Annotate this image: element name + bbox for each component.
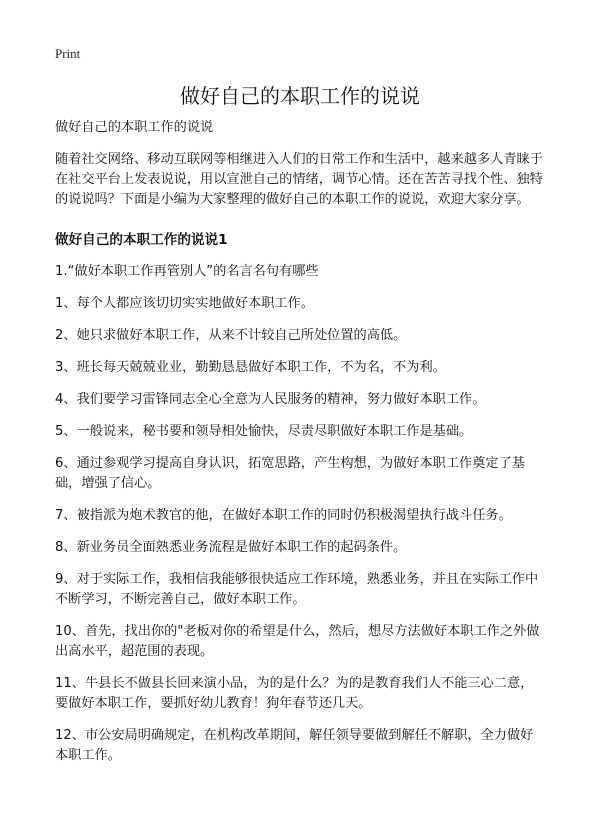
document-title: 做好自己的本职工作的说说 bbox=[180, 84, 420, 108]
list-item: 2、她只求做好本职工作，从来不计较自己所处位置的高低。 bbox=[55, 328, 407, 343]
intro-paragraph: 随着社交网络、移动互联网等相继进入人们的日常工作和生活中，越来越多人青睐于在社交平台上发表说说，用以宣泄自己的情绪，调节心情。还在苦苦寻找个性、独特的说说吗？下面是小编为大家整理的做好自己的本职工作的说说，欢迎大家分享。 bbox=[55, 152, 543, 207]
document-subtitle: 做好自己的本职工作的说说 bbox=[55, 120, 214, 135]
list-item: 6、通过参观学习提高自身认识，拓宽思路，产生构想，为做好本职工作奠定了基础，增强了信心。 bbox=[55, 456, 525, 491]
list-item: 7、被指派为炮术教官的他，在做好本职工作的同时仍积极渴望执行战斗任务。 bbox=[55, 508, 512, 523]
print-link[interactable]: Print bbox=[55, 46, 81, 61]
list-item: 9、对于实际工作，我相信我能够很快适应工作环境，熟悉业务，并且在实际工作中不断学习，不断完善自己，做好本职工作。 bbox=[55, 572, 539, 607]
list-item: 8、新业务员全面熟悉业务流程是做好本职工作的起码条件。 bbox=[55, 540, 407, 555]
document-body bbox=[55, 118, 545, 778]
question-line: 1.“做好本职工作再管别人”的名言名句有哪些 bbox=[55, 264, 319, 279]
list-item: 5、一般说来，秘书要和领导相处愉快，尽责尽职做好本职工作是基础。 bbox=[55, 424, 473, 439]
list-item: 12、市公安局明确规定，在机构改革期间，解任领导要做到解任不解职，全力做好本职工作。 bbox=[55, 728, 534, 763]
list-item: 4、我们要学习雷锋同志全心全意为人民服务的精神，努力做好本职工作。 bbox=[55, 392, 486, 407]
list-item: 1、每个人都应该切切实实地做好本职工作。 bbox=[55, 296, 314, 311]
list-item: 11、牛县长不做县长回来演小品，为的是什么？为的是教育我们人不能三心二意，要做好本职工作，要抓好幼儿教育！狗年春节还几天。 bbox=[55, 676, 534, 711]
list-item: 10、首先，找出你的"老板对你的希望是什么，然后，想尽方法做好本职工作之外做出高水平，超范围的表现。 bbox=[55, 624, 540, 659]
section-heading: 做好自己的本职工作的说说1 bbox=[55, 232, 228, 248]
list-item: 3、班长每天兢兢业业，勤勤恳恳做好本职工作，不为名，不为利。 bbox=[55, 360, 446, 375]
